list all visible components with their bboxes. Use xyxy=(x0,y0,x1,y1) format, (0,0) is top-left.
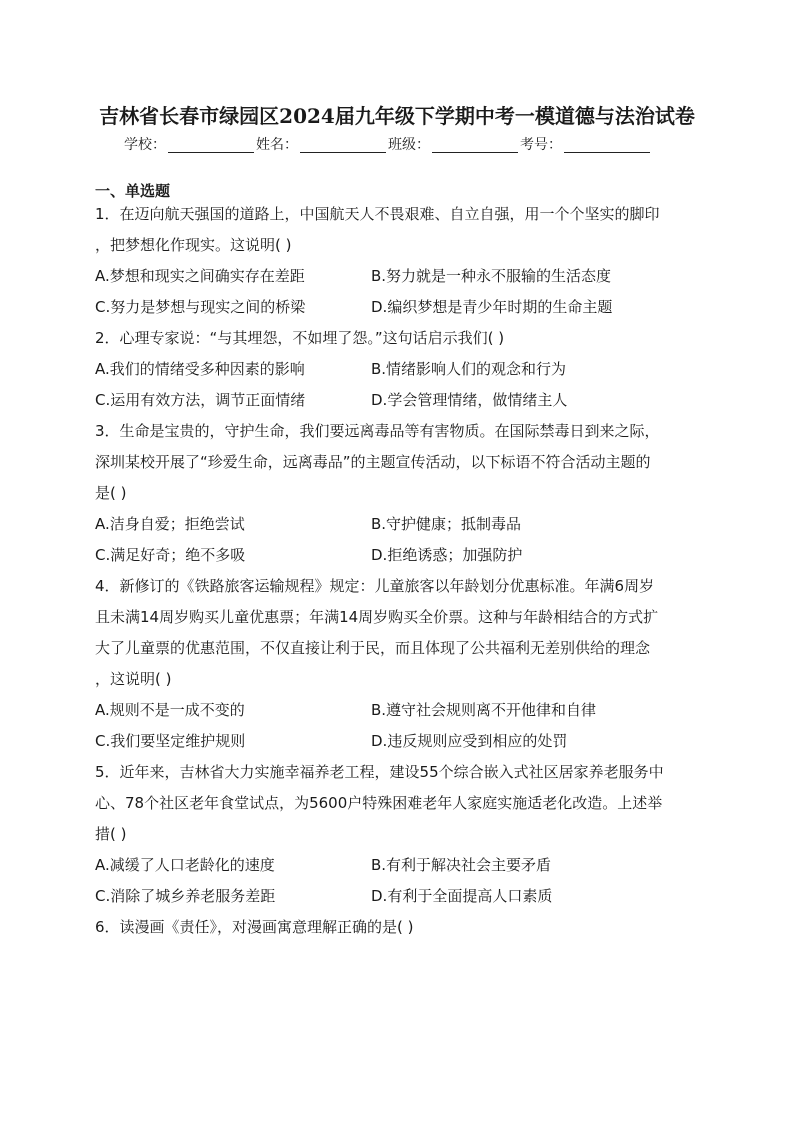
question-5-line-3: 措( ) xyxy=(95,825,127,843)
question-2-line-1: 2．心理专家说：“与其埋怨，不如埋了怨。”这句话启示我们( ) xyxy=(95,329,505,347)
question-5-line-1: 5．近年来，吉林省大力实施幸福养老工程，建设55个综合嵌入式社区居家养老服务中 xyxy=(95,763,664,781)
question-1-line-1: 1．在迈向航天强国的道路上，中国航天人不畏艰难、自立自强，用一个个坚实的脚印 xyxy=(95,205,660,223)
student-info-row xyxy=(124,133,652,157)
number-blank xyxy=(564,136,650,153)
number-label: 考号： xyxy=(520,137,562,153)
name-blank xyxy=(300,136,386,153)
name-label: 姓名： xyxy=(256,137,298,153)
question-1-option-a: A.梦想和现实之间确实存在差距 xyxy=(95,267,305,285)
question-5-line-2: 心、78个社区老年食堂试点，为5600户特殊困难老年人家庭实施适老化改造。上述举 xyxy=(95,794,663,812)
question-1-line-2: ，把梦想化作现实。这说明( ) xyxy=(95,236,292,254)
class-label: 班级： xyxy=(388,137,430,153)
question-5-option-d: D.有利于全面提高人口素质 xyxy=(371,887,553,905)
question-2-option-d: D.学会管理情绪，做情绪主人 xyxy=(371,391,568,409)
question-2-option-b: B.情绪影响人们的观念和行为 xyxy=(371,360,567,378)
school-blank xyxy=(168,136,254,153)
question-6-line-1: 6．读漫画《责任》，对漫画寓意理解正确的是( ) xyxy=(95,918,414,936)
question-2-option-c: C.运用有效方法，调节正面情绪 xyxy=(95,391,306,409)
question-3-option-b: B.守护健康；抵制毒品 xyxy=(371,515,522,533)
question-1-option-c: C.努力是梦想与现实之间的桥梁 xyxy=(95,298,306,316)
question-4-line-3: 大了儿童票的优惠范围，不仅直接让利于民，而且体现了公共福利无差别供给的理念 xyxy=(95,639,651,657)
question-4-option-c: C.我们要坚定维护规则 xyxy=(95,732,246,750)
question-4-line-1: 4．新修订的《铁路旅客运输规程》规定：儿童旅客以年龄划分优惠标准。年满6周岁 xyxy=(95,577,655,595)
question-1-option-d: D.编织梦想是青少年时期的生命主题 xyxy=(371,298,613,316)
exam-title: 吉林省长春市绿园区2024届九年级下学期中考一模道德与法治试卷 xyxy=(99,104,695,128)
question-3-line-3: 是( ) xyxy=(95,484,127,502)
question-5-option-c: C.消除了城乡养老服务差距 xyxy=(95,887,276,905)
question-4-option-a: A.规则不是一成不变的 xyxy=(95,701,245,719)
question-4-option-d: D.违反规则应受到相应的处罚 xyxy=(371,732,568,750)
question-1-option-b: B.努力就是一种永不服输的生活态度 xyxy=(371,267,612,285)
question-5-option-b: B.有利于解决社会主要矛盾 xyxy=(371,856,552,874)
school-label: 学校： xyxy=(124,137,166,153)
class-blank xyxy=(432,136,518,153)
question-4-option-b: B.遵守社会规则离不开他律和自律 xyxy=(371,701,597,719)
question-5-option-a: A.减缓了人口老龄化的速度 xyxy=(95,856,275,874)
question-4-line-2: 且未满14周岁购买儿童优惠票；年满14周岁购买全价票。这种与年龄相结合的方式扩 xyxy=(95,608,659,626)
question-3-line-2: 深圳某校开展了“珍爱生命，远离毒品”的主题宣传活动，以下标语不符合活动主题的 xyxy=(95,453,651,471)
question-3-option-d: D.拒绝诱惑；加强防护 xyxy=(371,546,523,564)
question-3-option-c: C.满足好奇；绝不多吸 xyxy=(95,546,246,564)
section-heading: 一、单选题 xyxy=(95,182,171,200)
question-4-line-4: ，这说明( ) xyxy=(95,670,172,688)
question-3-line-1: 3．生命是宝贵的，守护生命，我们要远离毒品等有害物质。在国际禁毒日到来之际， xyxy=(95,422,660,440)
question-3-option-a: A.洁身自爱；拒绝尝试 xyxy=(95,515,245,533)
question-2-option-a: A.我们的情绪受多种因素的影响 xyxy=(95,360,305,378)
